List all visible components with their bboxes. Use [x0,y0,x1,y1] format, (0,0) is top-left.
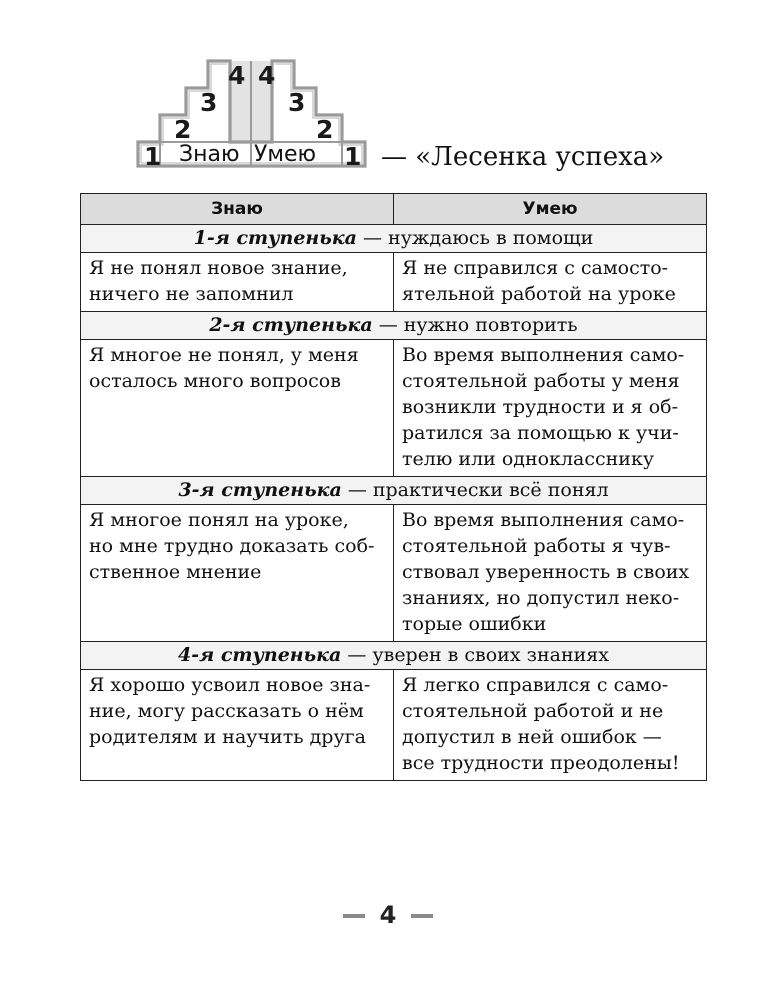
page-number-value: 4 [379,901,397,929]
step-desc: — нуждаюсь в помощи [356,227,594,249]
step-2-know [81,340,394,477]
text-line: телю или однокласснику [402,448,655,470]
text-line: стоятельной работы я чув- [402,535,671,557]
step-desc: — уверен в своих знаниях [341,644,609,666]
header-can: Умею [394,194,707,225]
staircase-outline [136,59,367,171]
right-step-4: 4 [258,61,276,90]
table-row [81,340,707,477]
text-line: все трудности преодолены! [402,752,680,774]
table-row [81,505,707,642]
can-word: Умею [254,142,317,167]
text-line: родителям и научить друга [89,726,366,748]
step-desc: — нужно повторить [372,314,578,336]
table-row [81,670,707,781]
step-1-know [81,253,394,312]
text-line: Я многое понял на уроке, [89,509,349,531]
staircase-logo [136,59,367,171]
text-line: Я хорошо усвоил новое зна- [89,674,371,696]
step-row [81,477,707,505]
text-line: Я не понял новое знание, [89,257,348,279]
table-header-row [81,194,707,225]
header-know: Знаю [81,194,394,225]
step-3-heading [81,477,707,505]
left-step-2: 2 [174,115,192,144]
step-desc: — практически всё понял [341,479,609,501]
text-line: стоятельной работой и не [402,700,664,722]
page-title: — «Лесенка успеха» [381,142,665,172]
page-number-dash-right [411,914,433,918]
step-row [81,225,707,253]
step-1-heading [81,225,707,253]
text-line: Я легко справился с само- [402,674,669,696]
step-label: 1-я ступенька [193,227,357,249]
left-step-3: 3 [200,88,218,117]
text-line: осталось много вопросов [89,370,341,392]
text-line: ние, могу рассказать о нём [89,700,364,722]
know-word: Знаю [179,142,240,167]
self-assessment-table [80,193,707,781]
text-line: возникли трудности и я об- [402,396,679,418]
step-4-heading [81,642,707,670]
text-line: Во время выполнения само- [402,344,685,366]
step-row [81,312,707,340]
right-step-1: 1 [344,142,362,171]
text-line: ятельной работой на уроке [402,283,676,305]
left-step-1: 1 [144,142,162,171]
text-line: ратился за помощью к учи- [402,422,679,444]
step-label: 4-я ступенька [178,644,342,666]
text-line: но мне трудно доказать соб- [89,535,375,557]
text-line: Во время выполнения само- [402,509,685,531]
text-line: торые ошибки [402,613,547,635]
step-label: 3-я ступенька [178,479,342,501]
step-2-can [394,340,707,477]
step-4-can [394,670,707,781]
text-line: знаниях, но допустил неко- [402,587,680,609]
text-line: стоятельной работы у меня [402,370,680,392]
text-line: допустил в ней ошибок — [402,726,662,748]
step-row [81,642,707,670]
page-number [343,900,433,930]
text-line: ничего не запомнил [89,283,294,305]
step-3-can [394,505,707,642]
text-line: ствовал уверенность в своих [402,561,690,583]
text-line: Я не справился с самосто- [402,257,669,279]
step-1-can [394,253,707,312]
text-line: ственное мнение [89,561,262,583]
table-row [81,253,707,312]
step-3-know [81,505,394,642]
step-2-heading [81,312,707,340]
right-step-3: 3 [288,88,306,117]
text-line: Я многое не понял, у меня [89,344,359,366]
right-step-2: 2 [316,115,334,144]
step-label: 2-я ступенька [209,314,373,336]
left-step-4: 4 [228,61,246,90]
step-4-know [81,670,394,781]
